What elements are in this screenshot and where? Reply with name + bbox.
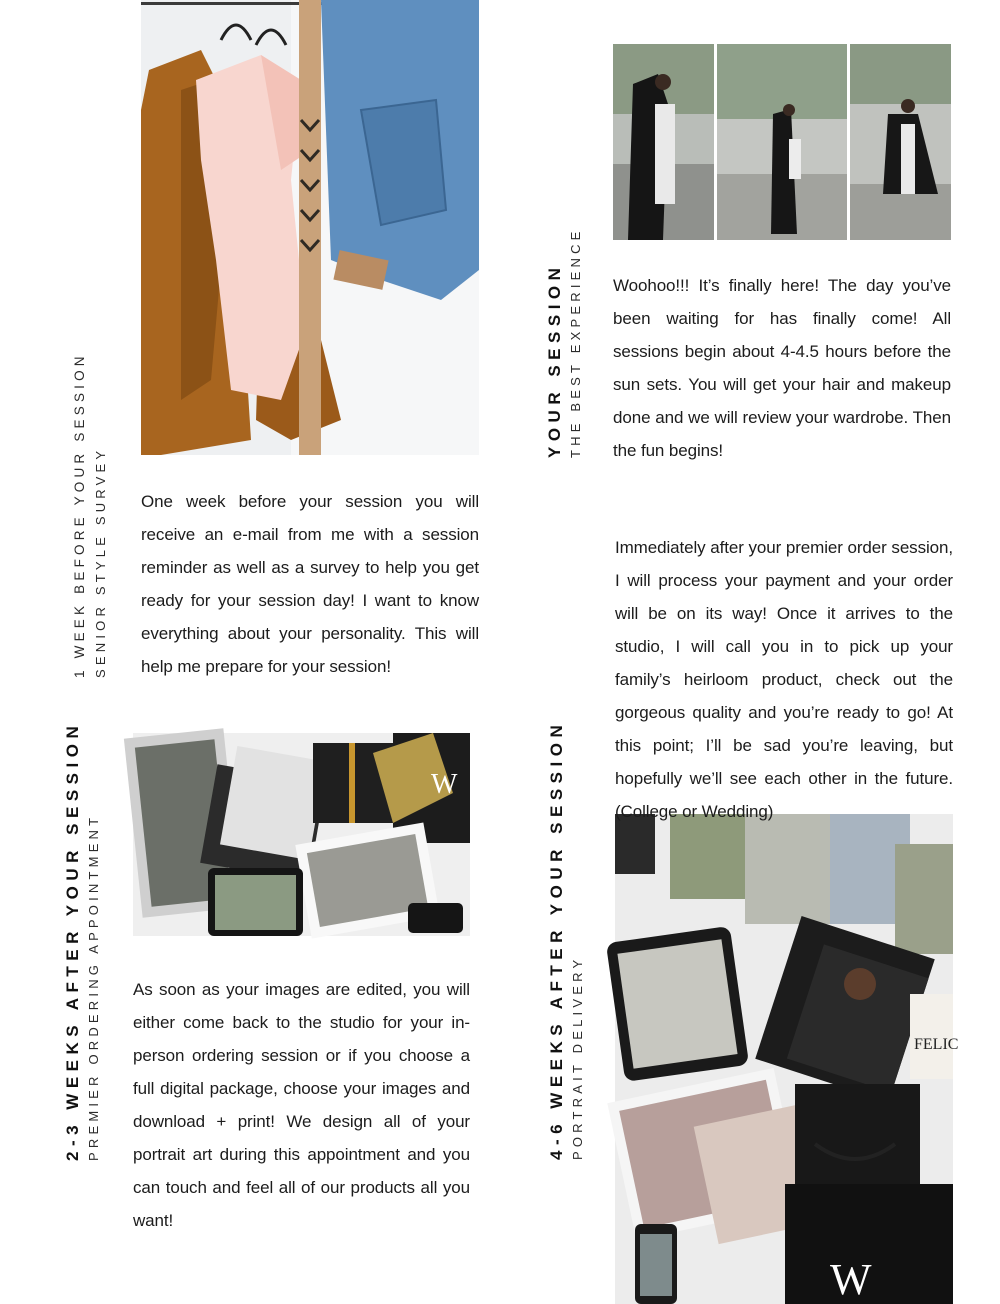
- ordering-products-flatlay: [133, 733, 470, 936]
- ordering-heading: 2-3 WEEKS AFTER YOUR SESSION: [63, 720, 82, 1161]
- week1-heading: 1 WEEK BEFORE YOUR SESSION: [72, 352, 87, 678]
- session-heading: YOUR SESSION: [545, 262, 564, 458]
- delivery-heading-group: [545, 719, 589, 1160]
- week1-subheading: SENIOR STYLE SURVEY: [93, 446, 108, 678]
- session-body-text: Woohoo!!! It’s finally here! The day you’ve been waiting for has finally come! All sessions begin about 4-4.5 hours before the sun sets. You will get your hair and makeup done and we will review your wardrobe. Then the fun begins!: [613, 276, 951, 460]
- week1-heading-group: [68, 352, 112, 678]
- week1-body-text: One week before your session you will receive an e-mail from me with a session reminder as well as a survey to help you get ready for your session day! I want to know everything about your personality. This will help me prepare for your session!: [141, 492, 479, 676]
- delivery-subheading: PORTRAIT DELIVERY: [570, 955, 585, 1160]
- graduation-photo-strip: [613, 44, 951, 240]
- ordering-heading-group: [61, 720, 105, 1161]
- session-subheading: THE BEST EXPERIENCE: [568, 227, 583, 458]
- svg-text:FELIC: FELIC: [914, 1036, 959, 1053]
- delivery-heading: 4-6 WEEKS AFTER YOUR SESSION: [547, 719, 566, 1160]
- svg-text:W: W: [830, 1255, 872, 1304]
- session-heading-group: [543, 227, 587, 458]
- ordering-body-text: As soon as your images are edited, you will either come back to the studio for your in-person ordering session or if you choose a full digital package, choose your images and download + print! We design all of your portrait art during this appointment and you can touch and feel all of our products all you want!: [133, 980, 470, 1230]
- delivery-body-text: Immediately after your premier order session, I will process your payment and your order will be on its way! Once it arrives to the studio, I will call you in to pick up your family’s heirloom product, check out the gorgeous quality and you’re ready to go! At this point; I’ll be sad you’re leaving, but hopefully we’ll see each other in the future. (College or Wedding): [615, 538, 953, 821]
- delivery-products-flatlay: [615, 814, 959, 1304]
- ordering-subheading: PREMIER ORDERING APPOINTMENT: [86, 813, 101, 1161]
- svg-text:W: W: [431, 769, 458, 800]
- clothes-rack-photo: [141, 0, 479, 455]
